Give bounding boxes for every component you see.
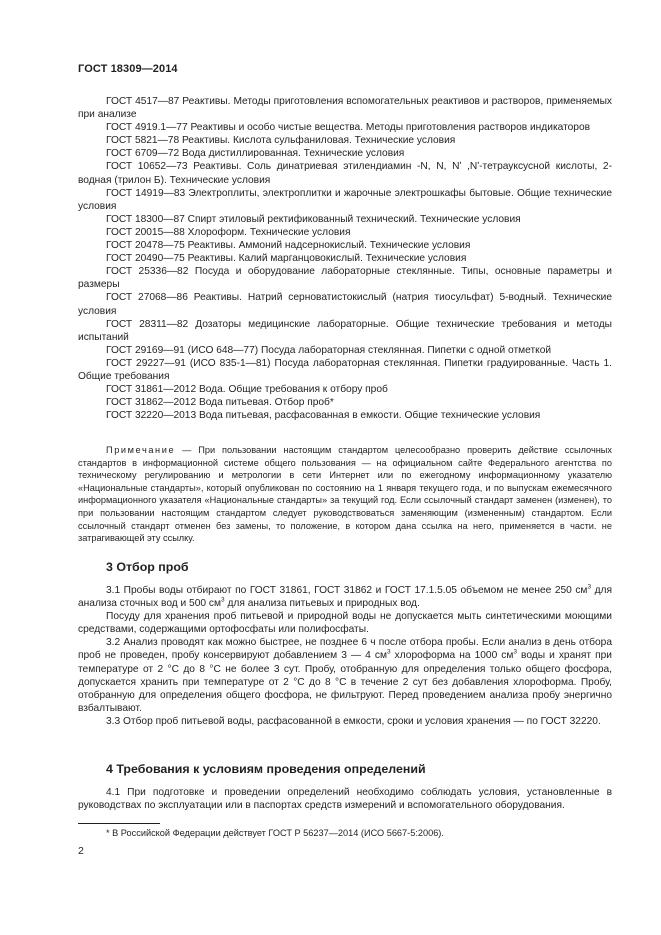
- list-item: ГОСТ 20490—75 Реактивы. Калий марганцовокислый. Технические условия: [106, 253, 467, 265]
- paragraph-3-1: [78, 584, 612, 610]
- list-item: ГОСТ 18300—87 Спирт этиловый ректификованный технический. Технические условия: [106, 213, 521, 225]
- note-label: Примечание: [106, 445, 176, 455]
- page-header: ГОСТ 18309—2014: [78, 63, 178, 75]
- list-item: ГОСТ 10652—73 Реактивы. Соль динатриевая этилендиамин -N, N, Nʹ ,Nʹ-тетрауксусной кислоты, 2-водная (трилон Б). Технические условия: [78, 161, 612, 186]
- list-item: ГОСТ 32220—2013 Вода питьевая, расфасованная в емкости. Общие технические условия: [106, 410, 541, 422]
- list-item: ГОСТ 29169—91 (ИСО 648—77) Посуда лабораторная стеклянная. Пипетки с одной отметкой: [106, 344, 552, 356]
- section-4-heading: 4 Требования к условиям проведения определений: [106, 762, 426, 776]
- list-item: ГОСТ 20015—88 Хлороформ. Технические условия: [106, 226, 351, 238]
- reference-list: [78, 95, 612, 422]
- paragraph-3-3: 3.3 Отбор проб питьевой воды, расфасованной в емкости, сроки и условия хранения — по ГОСТ 32220.: [106, 715, 601, 727]
- note-text: — При пользовании настоящим стандартом целесообразно проверить действие ссылочных стандартов в информационной системе общего пользования — на официальном сайте Федерального агентства по техническому регулированию и метрологии в сети Интернет или по ежегодному информационному указателю «Национальные стандарты», который опубликован по состоянию на 1 января текущего года, и по выпускам ежемесячного информационного указателя «Национальные стандарты» за текущий год. Если ссылочный стандарт заменен (изменен), то при пользовании настоящим стандартом следует руководствоваться заменяющим (измененным) стандартом. Если ссылочный стандарт отменен без замены, то положение, в котором дана ссылка на него, применяется в части. не затрагивающей эту ссылку.: [78, 445, 612, 544]
- text-run: 3.1 Пробы воды отбирают по ГОСТ 31861, ГОСТ 31862 и ГОСТ 17.1.5.05 объемом не менее 250 см: [106, 585, 588, 596]
- list-item: ГОСТ 4517—87 Реактивы. Методы приготовления вспомогательных реактивов и растворов, применяемых при анализе: [78, 96, 612, 121]
- list-item: ГОСТ 28311—82 Дозаторы медицинские лабораторные. Общие технические требования и методы испытаний: [78, 318, 612, 343]
- text-run: 3.2 Анализ проводят как можно быстрее, не позднее 6 ч после отбора пробы. Если анализ в день отбора проб не проведен, пробу консервируют добавлением 3 — 4 см: [78, 637, 612, 662]
- list-item: ГОСТ 27068—86 Реактивы. Натрий серноватистокислый (натрия тиосульфат) 5-водный. Технические условия: [78, 292, 612, 317]
- superscript: 3: [221, 596, 225, 604]
- text-run: хлороформа на 1000 см: [390, 650, 514, 662]
- text-run: воды и хранят при температуре от 2 °С до 8 °С не более 3 сут. Пробу, отобранную для определения только общего фосфора, допускается хранить при температуре от 2 °С до 8 °С в течение 2 сут без добавления хлороформа. Пробу, отобранную для определения общего фосфора, не фильтруют. Перед проведением анализа пробу энергично взбалтывают.: [78, 650, 612, 714]
- list-item: ГОСТ 29227—91 (ИСО 835-1—81) Посуда лабораторная стеклянная. Пипетки градуированные. Часть 1. Общие требования: [78, 357, 612, 382]
- list-item: ГОСТ 25336—82 Посуда и оборудование лабораторные стеклянные. Типы, основные параметры и размеры: [78, 266, 612, 291]
- list-item: ГОСТ 14919—83 Электроплиты, электроплитки и жарочные электрошкафы бытовые. Общие технические условия: [78, 187, 612, 212]
- list-item: ГОСТ 31861—2012 Вода. Общие требования к отбору проб: [106, 384, 388, 396]
- paragraph-3-2: [78, 636, 612, 715]
- list-item: ГОСТ 4919.1—77 Реактивы и особо чистые вещества. Методы приготовления растворов индикаторов: [106, 122, 591, 134]
- footnote-divider: [78, 823, 160, 824]
- superscript: 3: [513, 649, 517, 657]
- list-item: ГОСТ 20478—75 Реактивы. Аммоний надсернокислый. Технические условия: [106, 240, 471, 252]
- section-3-heading: 3 Отбор проб: [106, 560, 189, 574]
- note-paragraph: [78, 444, 612, 545]
- footnote: * В Российской Федерации действует ГОСТ Р 56237—2014 (ИСО 5667-5:2006).: [106, 828, 444, 838]
- paragraph-4-1: 4.1 При подготовке и проведении определений необходимо соблюдать условия, установленные в руководствах по эксплуатации или в паспортах средств измерений и вспомогательного оборудования.: [78, 787, 612, 812]
- section-3-body: [78, 584, 612, 728]
- page-number: 2: [78, 845, 84, 857]
- text-run: для анализа сточных вод и 500 см: [78, 585, 612, 610]
- paragraph-dishes: Посуду для хранения проб питьевой и природной воды не допускается мыть синтетическими моющими средствами, содержащими ортофосфаты или полифосфаты.: [78, 611, 612, 636]
- list-item: ГОСТ 6709—72 Вода дистиллированная. Технические условия: [106, 148, 405, 160]
- superscript: 3: [587, 583, 592, 591]
- list-item: ГОСТ 5821—78 Реактивы. Кислота сульфаниловая. Технические условия: [106, 135, 456, 147]
- superscript: 3: [386, 649, 391, 657]
- list-item: ГОСТ 31862—2012 Вода питьевая. Отбор проб*: [106, 397, 334, 409]
- text-run: для анализа питьевых и природных вод.: [224, 598, 420, 610]
